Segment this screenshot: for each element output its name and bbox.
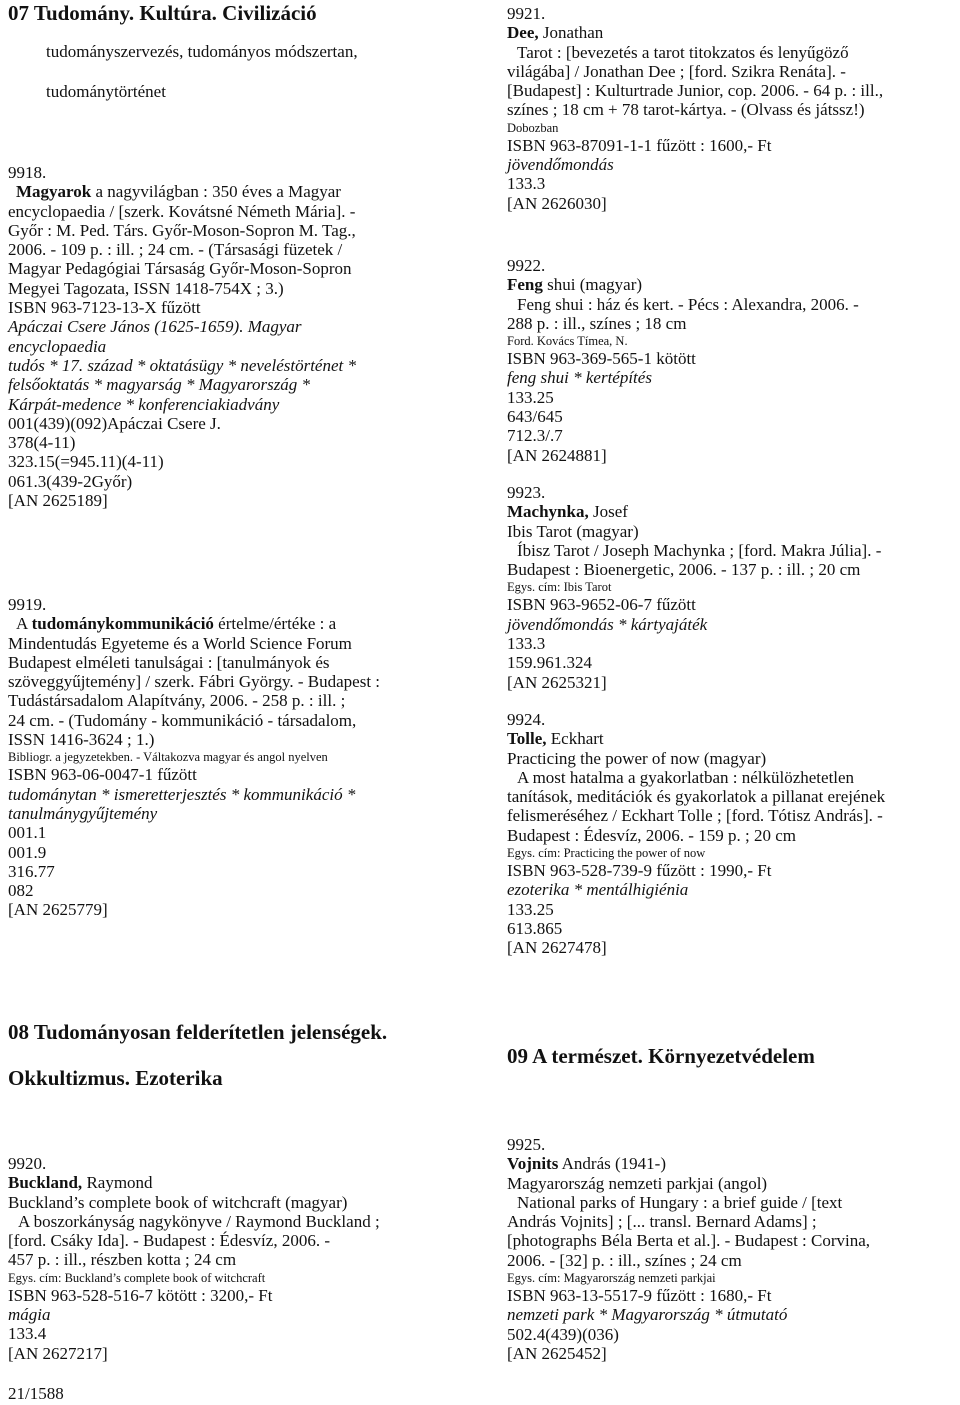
record-description-line: 457 p. : ill., részben kotta ; 24 cm bbox=[8, 1250, 237, 1270]
record-isbn: ISBN 963-13-5517-9 fűzött : 1680,- Ft bbox=[507, 1286, 772, 1306]
record-main-entry: Tolle, bbox=[507, 729, 547, 749]
record-heading bbox=[507, 729, 957, 748]
record-class-code: 159.961.324 bbox=[507, 653, 592, 673]
record-author-forename: Jonathan bbox=[538, 23, 604, 43]
record-subject-line: ezoterika * mentálhigiénia bbox=[507, 880, 689, 900]
record-9918 bbox=[8, 163, 486, 510]
record-description-line: világába] / Jonathan Dee ; [ford. Szikra Renáta]. - bbox=[507, 61, 846, 81]
record-description-line: színes ; 18 cm + 78 tarot-kártya. - (Olvass és játssz!) bbox=[507, 100, 865, 120]
record-description-line: Tudástársadalom Alapítvány, 2006. - 258 p. : ill. ; bbox=[8, 691, 346, 711]
record-number: 9922. bbox=[507, 256, 546, 275]
record-subject-line: felsőoktatás * magyarság * Magyarország * bbox=[8, 375, 311, 395]
record-description-line: 2006. - 109 p. : ill. ; 24 cm. - (Társasági füzetek / bbox=[8, 240, 343, 260]
record-author-forename: Josef bbox=[588, 502, 628, 522]
record-heading bbox=[8, 1173, 486, 1192]
record-description-line: felismeréséhez / Eckhart Tolle ; [ford. Tótisz András]. - bbox=[507, 806, 883, 826]
record-subject-line: Apáczai Csere János (1625-1659). Magyar bbox=[8, 317, 302, 337]
record-heading bbox=[507, 23, 957, 42]
record-description-line: Győr : M. Ped. Társ. Győr-Moson-Sopron M. Tag., bbox=[8, 220, 356, 240]
record-class-code: 613.865 bbox=[507, 918, 563, 938]
record-note: Ford. Kovács Tímea, N. bbox=[507, 334, 628, 349]
record-class-code: 133.25 bbox=[507, 899, 554, 919]
section-heading-line: Okkultizmus. Ezoterika bbox=[8, 1066, 223, 1090]
section-07-sub-line: tudományszervezés, tudományos módszertan, bbox=[46, 42, 358, 61]
record-main-entry: Magyarok bbox=[16, 182, 92, 202]
record-heading bbox=[8, 614, 486, 633]
record-isbn: ISBN 963-7123-13-X fűzött bbox=[8, 298, 201, 318]
record-class-code: 133.25 bbox=[507, 387, 554, 407]
record-title-start: a nagyvilágban : 350 éves a Magyar bbox=[91, 182, 341, 202]
record-class-code: 133.3 bbox=[507, 174, 546, 194]
record-title-line: Feng shui : ház és kert. - Pécs : Alexandra, 2006. - bbox=[517, 294, 859, 314]
record-subject-line: mágia bbox=[8, 1305, 51, 1325]
record-class-code: 378(4-11) bbox=[8, 433, 76, 453]
record-accession-number: [AN 2625452] bbox=[507, 1343, 607, 1363]
record-title-article: A bbox=[16, 614, 32, 634]
record-class-code: 502.4(439)(036) bbox=[507, 1324, 619, 1344]
record-heading bbox=[507, 275, 957, 294]
record-subject-line: nemzeti park * Magyarország * útmutató bbox=[507, 1305, 788, 1325]
record-subject-line: tanulmánygyűjtemény bbox=[8, 803, 158, 823]
record-9924 bbox=[507, 710, 957, 958]
record-author-forename: András (1941-) bbox=[558, 1154, 666, 1174]
record-number: 9920. bbox=[8, 1154, 47, 1173]
record-class-code: 643/645 bbox=[507, 407, 563, 427]
record-accession-number: [AN 2626030] bbox=[507, 193, 607, 213]
record-number: 9919. bbox=[8, 595, 47, 614]
record-note: Egys. cím: Practicing the power of now bbox=[507, 846, 706, 861]
record-description-line: Magyar Pedagógiai Társaság Győr-Moson-Sopron bbox=[8, 259, 352, 279]
record-subject-line: feng shui * kertépítés bbox=[507, 368, 652, 388]
record-9919 bbox=[8, 595, 486, 920]
record-class-code: 001.9 bbox=[8, 842, 47, 862]
record-isbn: ISBN 963-528-739-9 fűzött : 1990,- Ft bbox=[507, 861, 772, 881]
record-main-entry: Vojnits bbox=[507, 1154, 559, 1174]
record-accession-number: [AN 2625321] bbox=[507, 672, 607, 692]
record-description-line: [ford. Csáky Ida]. - Budapest : Édesvíz, 2006. - bbox=[8, 1231, 330, 1251]
record-description-line: Mindentudás Egyeteme és a World Science Forum bbox=[8, 633, 352, 653]
record-accession-number: [AN 2624881] bbox=[507, 445, 607, 465]
record-number: 9924. bbox=[507, 710, 546, 729]
record-class-code: 133.3 bbox=[507, 634, 546, 654]
section-07-subheadings bbox=[8, 22, 358, 122]
record-description-line: [photographs Béla Berta et al.]. - Budapest : Corvina, bbox=[507, 1231, 871, 1251]
section-heading-line: 08 Tudományosan felderítetlen jelenségek. bbox=[8, 1020, 388, 1044]
record-accession-number: [AN 2627478] bbox=[507, 938, 607, 958]
record-heading bbox=[8, 182, 486, 201]
record-description-line: András Vojnits] ; [... transl. Bernard Adams] ; bbox=[507, 1212, 817, 1232]
record-description-line: ISSN 1416-3624 ; 1.) bbox=[8, 730, 155, 750]
record-accession-number: [AN 2625779] bbox=[8, 900, 108, 920]
record-note: Bibliogr. a jegyzetekben. - Váltakozva magyar és angol nyelven bbox=[8, 750, 328, 765]
page-number: 21/1588 bbox=[8, 1384, 64, 1403]
record-heading bbox=[507, 502, 957, 521]
record-title-line: Tarot : [bevezetés a tarot titokzatos és lenyűgöző bbox=[517, 42, 849, 62]
record-isbn: ISBN 963-87091-1-1 fűzött : 1600,- Ft bbox=[507, 135, 772, 155]
record-class-code: 001(439)(092)Apáczai Csere J. bbox=[8, 413, 221, 433]
record-class-code: 712.3/.7 bbox=[507, 426, 563, 446]
record-note: Dobozban bbox=[507, 120, 559, 135]
record-class-code: 001.1 bbox=[8, 823, 47, 843]
record-9922 bbox=[507, 256, 957, 465]
record-class-code: 082 bbox=[8, 881, 34, 901]
record-main-entry: Machynka, bbox=[507, 502, 589, 522]
record-note: Egys. cím: Ibis Tarot bbox=[507, 580, 612, 595]
record-isbn: ISBN 963-528-516-7 kötött : 3200,- Ft bbox=[8, 1285, 273, 1305]
record-description-line: Megyei Tagozata, ISSN 1418-754X ; 3.) bbox=[8, 278, 284, 298]
record-description-line: [Budapest] : Kulturtrade Junior, cop. 2006. - 64 p. : ill., bbox=[507, 81, 884, 101]
record-9921 bbox=[507, 4, 957, 213]
record-uniform-title: Magyarország nemzeti parkjai (angol) bbox=[507, 1173, 768, 1193]
record-subject-line: jövendőmondás bbox=[507, 155, 614, 175]
record-number: 9923. bbox=[507, 483, 546, 502]
record-number: 9925. bbox=[507, 1135, 546, 1154]
record-main-entry: Buckland, bbox=[8, 1173, 83, 1193]
record-subject-line: tudománytan * ismeretterjesztés * kommunikáció * bbox=[8, 784, 356, 804]
record-isbn: ISBN 963-06-0047-1 fűzött bbox=[8, 765, 197, 785]
record-description-line: Budapest elméleti tanulságai : [tanulmányok és bbox=[8, 652, 330, 672]
record-title-start: értelme/értéke : a bbox=[213, 614, 337, 634]
record-isbn: ISBN 963-369-565-1 kötött bbox=[507, 349, 696, 369]
record-title-line: National parks of Hungary : a brief guide / [text bbox=[517, 1192, 843, 1212]
record-uniform-title: Buckland’s complete book of witchcraft (magyar) bbox=[8, 1192, 348, 1212]
record-description-line: 2006. - [32] p. : ill., színes ; 24 cm bbox=[507, 1250, 742, 1270]
record-9925 bbox=[507, 1135, 957, 1363]
record-title-line: Íbisz Tarot / Joseph Machynka ; [ford. Makra Júlia]. - bbox=[517, 540, 882, 560]
record-9920 bbox=[8, 1154, 486, 1363]
record-description-line: tanítások, meditációk és gyakorlatok a pillanat erejének bbox=[507, 787, 886, 807]
record-main-entry: tudománykommunikáció bbox=[31, 614, 214, 634]
record-class-code: 316.77 bbox=[8, 861, 55, 881]
section-heading-08 bbox=[8, 998, 387, 1113]
record-class-code: 133.4 bbox=[8, 1324, 47, 1344]
record-author-forename: Raymond bbox=[82, 1173, 153, 1193]
record-main-entry: Feng bbox=[507, 275, 543, 295]
record-title-start: shui (magyar) bbox=[542, 275, 643, 295]
record-accession-number: [AN 2627217] bbox=[8, 1343, 108, 1363]
record-subject-line: tudós * 17. század * oktatásügy * neveléstörténet * bbox=[8, 355, 356, 375]
record-description-line: encyclopaedia / [szerk. Kovátsné Németh Mária]. - bbox=[8, 201, 356, 221]
record-uniform-title: Ibis Tarot (magyar) bbox=[507, 521, 639, 541]
record-author-forename: Eckhart bbox=[546, 729, 604, 749]
record-note: Egys. cím: Buckland’s complete book of witchcraft bbox=[8, 1270, 266, 1285]
record-main-entry: Dee, bbox=[507, 23, 539, 43]
record-number: 9921. bbox=[507, 4, 546, 23]
section-heading-07: 07 Tudomány. Kultúra. Civilizáció bbox=[8, 1, 317, 25]
record-note: Egys. cím: Magyarország nemzeti parkjai bbox=[507, 1271, 716, 1286]
record-description-line: Budapest : Édesvíz, 2006. - 159 p. ; 20 cm bbox=[507, 825, 796, 845]
record-subject-line: encyclopaedia bbox=[8, 336, 107, 356]
record-subject-line: Kárpát-medence * konferenciakiadvány bbox=[8, 394, 280, 414]
record-class-code: 323.15(=945.11)(4-11) bbox=[8, 452, 164, 472]
record-description-line: 24 cm. - (Tudomány - kommunikáció - társadalom, bbox=[8, 710, 357, 730]
record-class-code: 061.3(439-2Győr) bbox=[8, 471, 133, 491]
record-description-line: 288 p. : ill., színes ; 18 cm bbox=[507, 313, 687, 333]
record-subject-line: jövendőmondás * kártyajáték bbox=[507, 614, 708, 634]
record-number: 9918. bbox=[8, 163, 47, 182]
record-9923 bbox=[507, 483, 957, 692]
record-description-line: Budapest : Bioenergetic, 2006. - 137 p. : ill. ; 20 cm bbox=[507, 560, 861, 580]
record-uniform-title: Practicing the power of now (magyar) bbox=[507, 748, 767, 768]
record-title-line: A boszorkányság nagykönyve / Raymond Buckland ; bbox=[18, 1211, 380, 1231]
record-accession-number: [AN 2625189] bbox=[8, 491, 108, 511]
record-title-line: A most hatalma a gyakorlatban : nélkülözhetetlen bbox=[517, 767, 855, 787]
record-heading bbox=[507, 1154, 957, 1173]
section-heading-09: 09 A természet. Környezetvédelem bbox=[507, 1044, 815, 1068]
record-isbn: ISBN 963-9652-06-7 fűzött bbox=[507, 595, 696, 615]
section-07-sub-line: tudománytörténet bbox=[46, 82, 166, 101]
record-description-line: szöveggyűjtemény] / szerk. Fábri György. - Budapest : bbox=[8, 672, 381, 692]
